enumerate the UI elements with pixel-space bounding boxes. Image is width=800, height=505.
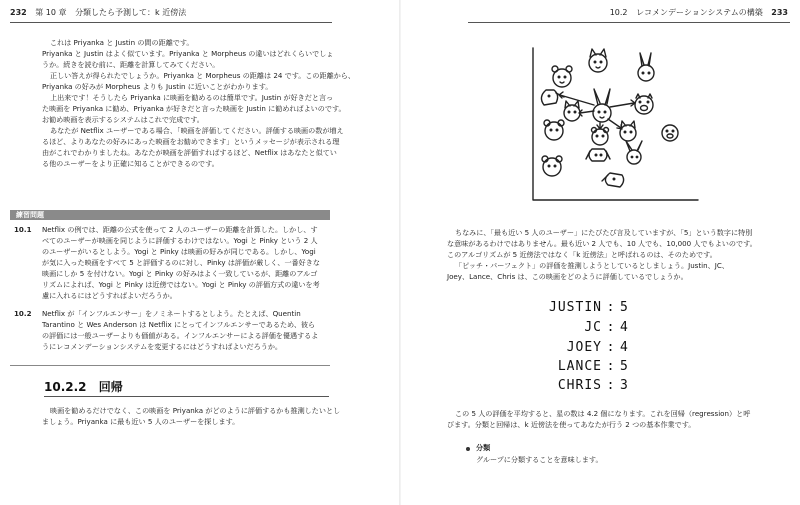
rabbit-face-icon [593, 89, 611, 122]
right-header-rule [468, 22, 790, 23]
animal-faces-scatter-illustration [530, 45, 700, 205]
rating-value: 5 [620, 359, 629, 374]
exercise-line: の評価には一般ユーザーよりも価値がある。インフルエンサーによる評価を優遇するよ [42, 331, 319, 340]
body-line: るほど、よりあなたの好みにあった映画をお勧めできます」というメッセージが表示される理 [42, 137, 340, 146]
rating-row [540, 320, 629, 336]
cat-face-icon [564, 101, 580, 121]
exercise-line: 映画にしか 5 を付けない。Yogi と Pinky の好みはよく一致しているが、距離のアルゴ [42, 269, 318, 278]
rating-row [540, 300, 629, 316]
section-number: 10.2.2 [44, 380, 87, 394]
dog-face-icon [586, 149, 610, 161]
body-line: 正しい答えが得られたでしょうか。Priyanka と Morpheus の距離は 24 です。この距離から、 [50, 71, 355, 80]
body-line: この 5 人の評価を平均すると、星の数は 4.2 個になります。これを回帰（regression）と呼 [455, 409, 751, 418]
bear-face-icon [542, 156, 562, 176]
exercise-line: Tarantino と Wes Anderson は Netflix にとってインフルエンサーであるため、彼ら [42, 320, 316, 329]
bear-face-icon [544, 120, 564, 140]
body-line: た映画を Priyanka に勧め、Priyanka が好きだと言った映画を Justin に勧めればよいのです。 [42, 104, 346, 113]
exercise-line: べてのユーザーが映画を同じように評価するわけではない。Yogi と Pinky という 2 人 [42, 236, 318, 245]
exercises-end-rule [10, 365, 330, 366]
cat-face-icon [589, 49, 607, 72]
body-line: 上出来です！そうしたら Priyanka に映画を勧めるのは簡単です。Justin が好きだと言っ [50, 93, 334, 102]
rating-name: JUSTIN [549, 300, 602, 315]
rating-name: JOEY [566, 340, 602, 355]
body-line: ちなみに、「最も近い 5 人のユーザー」にたびたび言及していますが、「5」という数字に特別 [455, 228, 753, 237]
exercise-line: が気に入った映画をすべて 5 と評価するのに対し、Pinky は評価が厳しく、一番好きな [42, 258, 320, 267]
exercise-line: リズムによれば、Yogi と Pinky は近傍ではない。Yogi と Pinky の評価方式の違いを考 [42, 280, 320, 289]
body-line: な意味があるわけではありません。最も近い 2 人でも、10 人でも、10,000 人でもよいのです。 [447, 239, 757, 248]
pig-face-icon [662, 125, 678, 141]
rating-separator: : [606, 300, 616, 315]
chapter-title: 分類したら予測して：k 近傍法 [75, 8, 187, 17]
exercise-line: 慮に入れるにはどうすればよいだろうか。 [42, 291, 177, 300]
body-line: Priyanka と Justin はよく似ています。Priyanka と Morpheus の違いはどれくらいでしょ [42, 49, 334, 58]
body-line: あなたが Netflix ユーザーである場合、「映画を評価してください。評価する映画の数が増え [50, 126, 344, 135]
arrow-icon [610, 103, 634, 107]
rating-name: CHRIS [557, 378, 602, 393]
body-line: うか。続きを読む前に、距離を計算してみてください。 [42, 60, 220, 69]
body-line: お勧め映画を表示するシステムはこれで完成です。 [42, 115, 204, 124]
rating-value: 4 [620, 340, 629, 355]
rating-separator: : [606, 340, 616, 355]
bullet-text: グループに分類することを意味します。 [476, 455, 603, 464]
bullet-icon [466, 447, 470, 451]
dog-face-icon [602, 173, 624, 187]
left-running-header [10, 8, 186, 18]
body-line: 由がこれでわかりましたね。あなたが映画を評価すればするほど、Netflix はあなたと似てい [42, 148, 337, 157]
body-line: このアルゴリズムが 5 近傍法ではなく「k 近傍法」と呼ばれるのは、そのためです。 [447, 250, 717, 259]
arrow-icon [580, 111, 594, 113]
rating-separator: : [606, 359, 616, 374]
cat-face-icon [620, 121, 636, 141]
exercises-bar [10, 210, 330, 220]
exercise-number: 10.1 [14, 225, 32, 234]
right-page-number: 233 [771, 8, 788, 17]
rating-value: 5 [620, 300, 629, 315]
bear-face-icon [552, 66, 572, 87]
section-heading [44, 379, 123, 395]
bullet-title: 分類 [476, 443, 491, 452]
right-running-header [610, 8, 788, 18]
body-line: これは Priyanka と Justin の間の距離です。 [50, 38, 194, 47]
exercise-line: Netflix が「インフルエンサー」をノミネートするとしよう。たとえば、Quentin [42, 309, 301, 318]
rating-value: 4 [620, 320, 629, 335]
body-line: Joey、Lance、Chris は、この映画をどのように評価しているでしょうか。 [447, 272, 688, 281]
section-title-header: レコメンデーションシステムの構築 [636, 8, 763, 17]
body-line: 「ピッチ・パーフェクト」の評価を推測しようとしているとしましょう。Justin、JC、 [455, 261, 729, 270]
exercise-line: うにレコメンデーションシステムを変更するにはどうすればよいだろうか。 [42, 342, 283, 351]
rating-value: 3 [620, 378, 629, 393]
exercises-title: 練習問題 [16, 211, 44, 219]
body-line: Priyanka の好みが Morpheus よりも Justin に近いことがわかります。 [42, 82, 273, 91]
rating-separator: : [606, 378, 616, 393]
section-title: 回帰 [98, 380, 123, 394]
bear-face-icon [592, 128, 609, 146]
rabbit-face-icon [638, 53, 654, 81]
exercise-number: 10.2 [14, 309, 32, 318]
body-line: 映画を勧めるだけでなく、この映画を Priyanka がどのように評価するかも推測したいとし [50, 406, 341, 415]
pig-face-icon [635, 94, 653, 114]
rating-row [540, 378, 629, 394]
section-heading-rule [44, 396, 329, 397]
rating-separator: : [606, 320, 616, 335]
rabbit-face-icon [626, 141, 642, 164]
left-page-number: 232 [10, 8, 27, 17]
exercise-line: Netflix の例では、距離の公式を使って 2 人のユーザーの距離を計算した。しかし、す [42, 225, 318, 234]
body-line: ましょう。Priyanka に最も近い 5 人のユーザーを探します。 [42, 417, 240, 426]
chapter-label: 第 10 章 [35, 8, 67, 17]
rating-name: JC [584, 320, 602, 335]
rating-name: LANCE [557, 359, 602, 374]
body-line: びます。分類と回帰は、k 近傍法を使ってあなたが行う 2 つの基本作業です。 [447, 420, 696, 429]
section-number-header: 10.2 [609, 8, 628, 17]
rating-row [540, 359, 629, 375]
left-header-rule [10, 22, 332, 23]
rating-row [540, 340, 629, 356]
exercise-line: のユーザーがいるとしよう。Yogi と Pinky は映画の好みが同じである。しかし、Yogi [42, 247, 316, 256]
arrow-icon [608, 119, 621, 128]
body-line: る他のユーザーをより正確に知ることができるのです。 [42, 159, 219, 168]
